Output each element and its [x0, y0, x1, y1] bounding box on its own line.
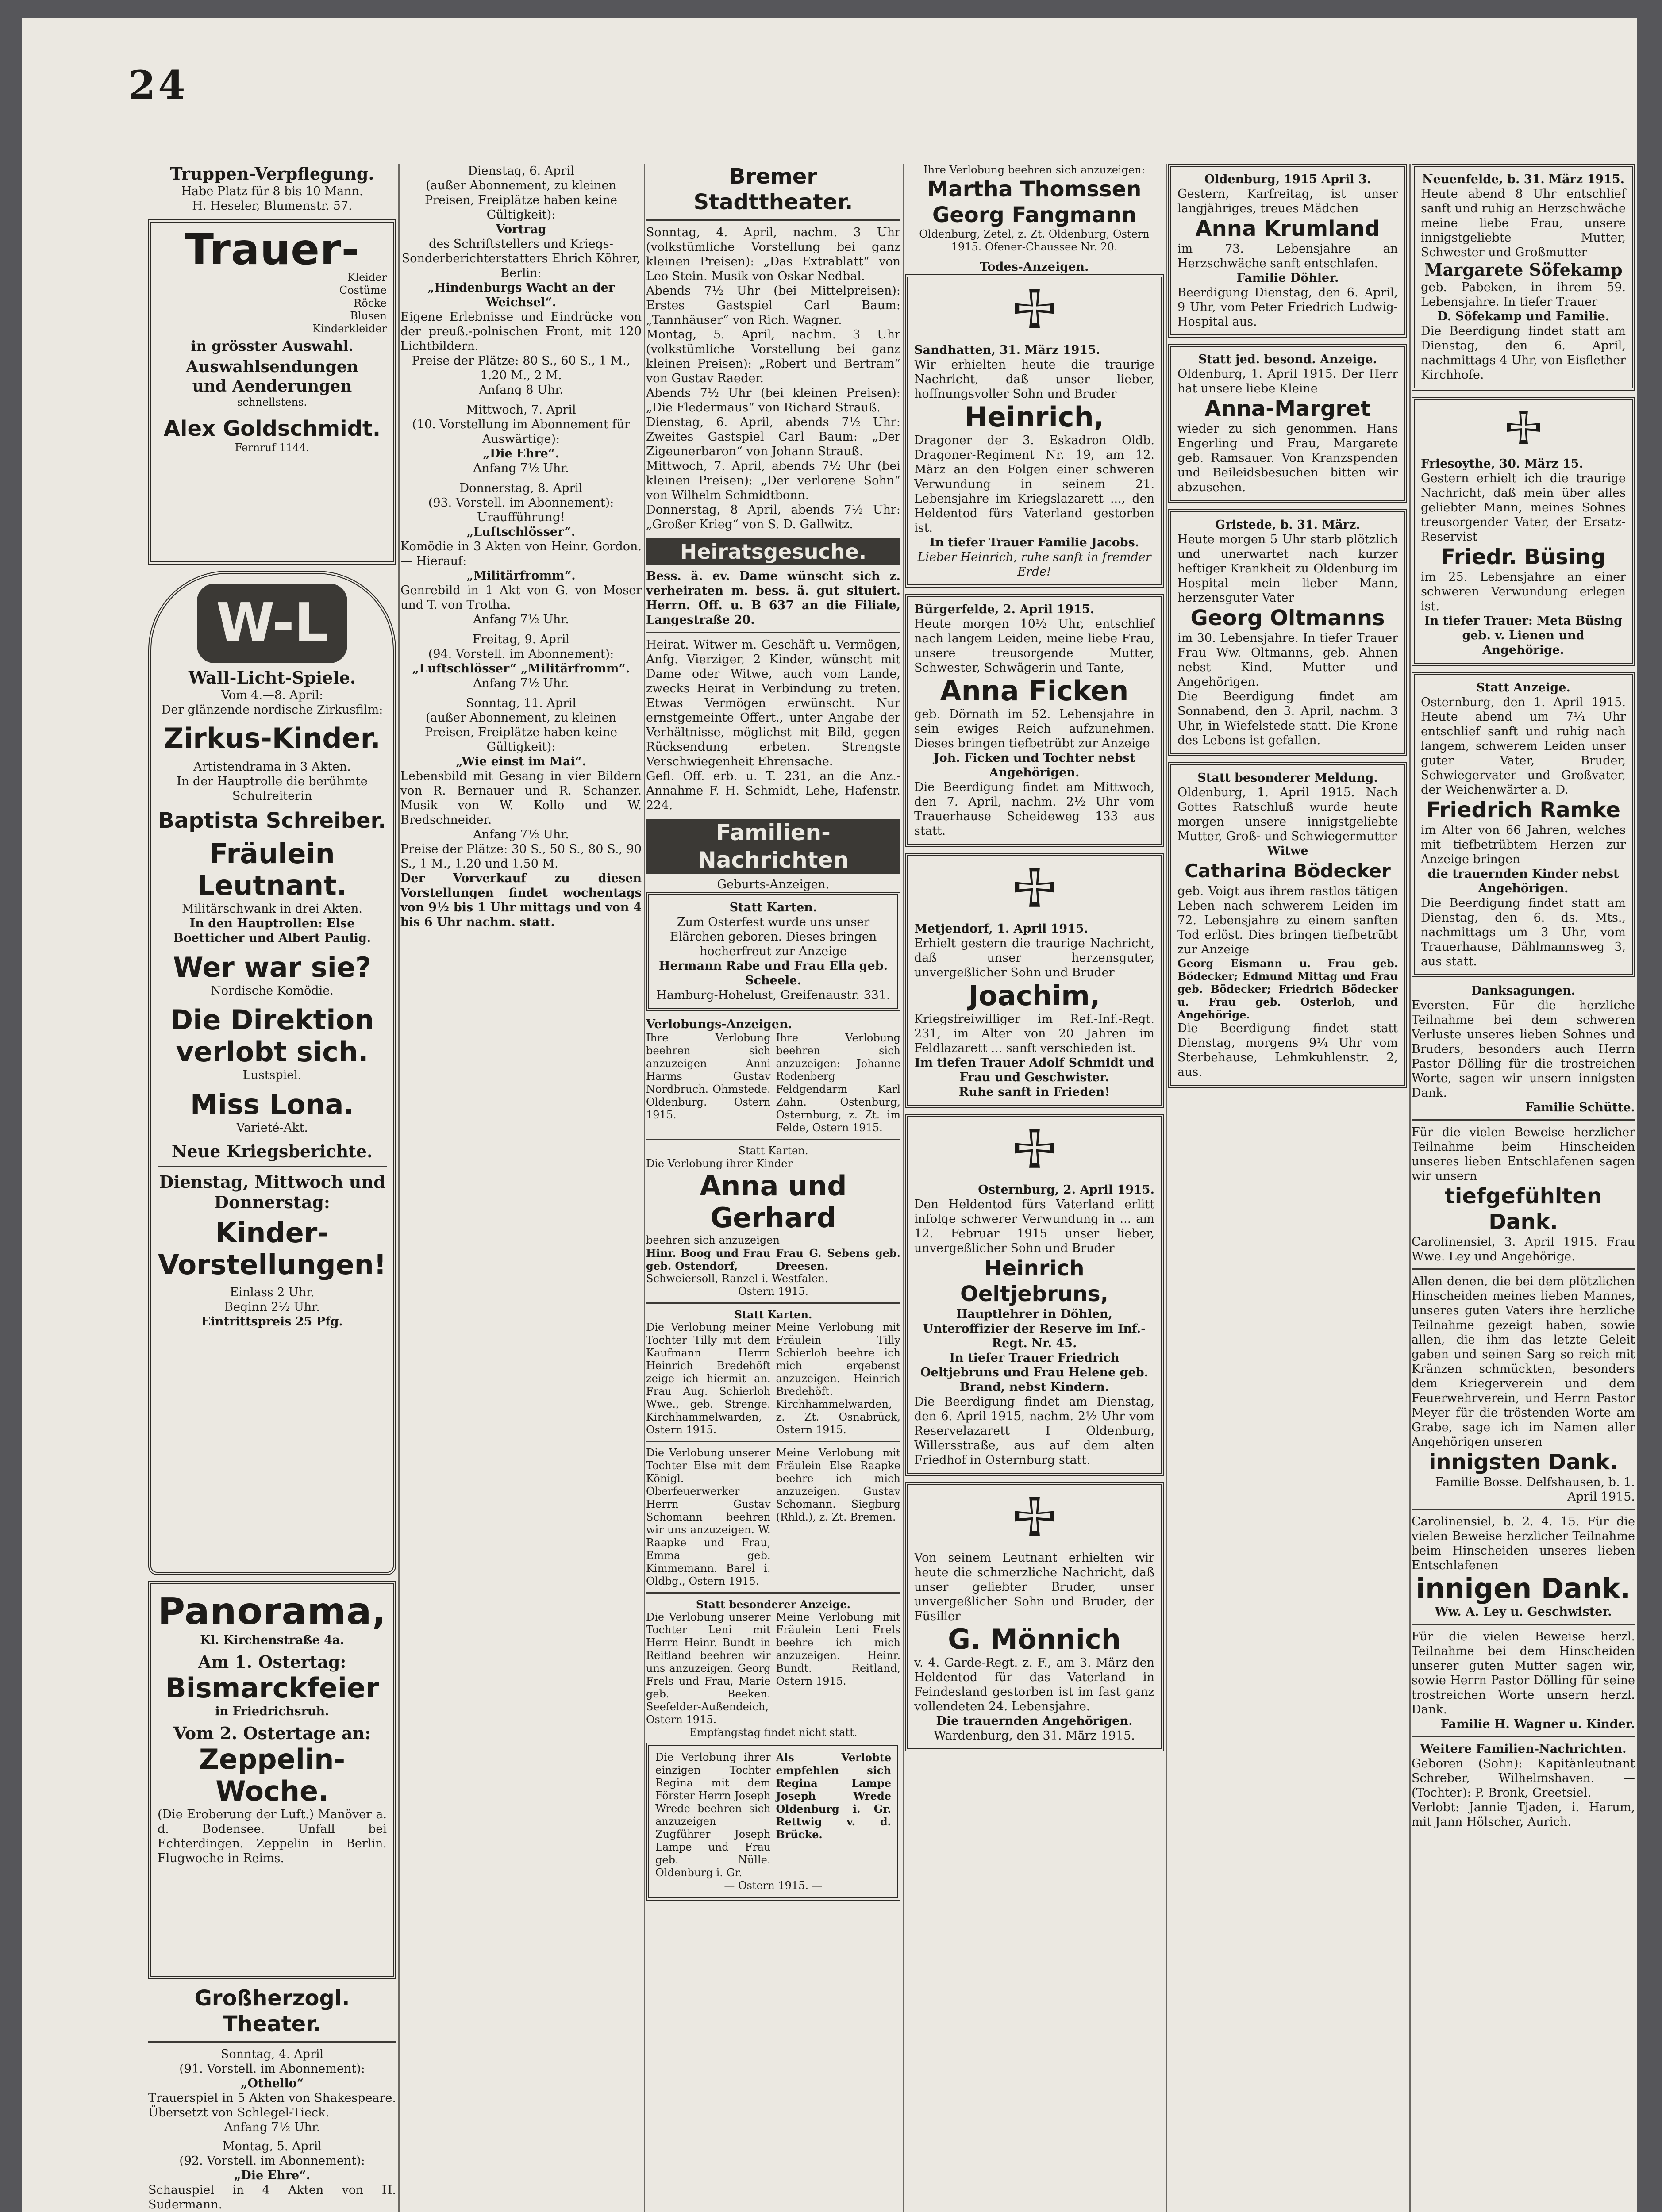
death-notice-boedecker: Statt besonderer Meldung. Oldenburg, 1. April 1915. Nach Gottes Ratschluß wurde heute morgen unsere innigstgeliebte Mutter, Groß- und Schwiegermutter Witwe Catharina Bödecker geb. Voigt aus ihrem rastlos tätigen Leben nach schwerem Leiden im 72. Lebensjahre zu einem sanften Tod erlöst. Dies bringen tiefbetrübt zur Anzeige Georg Eismann u. Frau geb. Bödecker; Edmund Mittag und Frau geb. Bödecker; Friedrich Bödecker u. Frau geb. Osterloh, und Angehörige. Die Beerdigung findet statt Dienstag, morgens 9¼ Uhr vom Sterbehause, Lehmkuhlenstr. 2, aus. [1168, 762, 1407, 1088]
familien-nachrichten-header: Familien-Nachrichten [646, 819, 900, 874]
engagement-3: Die Verlobung meiner Tochter Tilly mit dem Kaufmann Herrn Heinrich Bredehöft zeige ich hiermit an. Frau Aug. Schierloh Wwe., geb. Strenge. Kirchhammelwarden, Ostern 1915. Meine Verlobung mit Fräulein Tilly Schierloh beehre ich mich ergebenst anzuzeigen. Heinrich Bredehöft. Kirchhammelwarden, z. Zt. Osnabrück, Ostern 1915. [646, 1321, 900, 1436]
death-notice-soefekamp: Neuenfelde, b. 31. März 1915. Heute abend 8 Uhr entschlief sanft und ruhig an Herzschwäche meine liebe Frau, unsere innigstgeliebte Mutter, Schwester und Großmutter Margarete Söfekamp geb. Pabeken, in ihrem 59. Lebensjahre. In tiefer Trauer D. Söfekamp und Familie. Die Beerdigung findet statt am Dienstag, den 6. April, nachmittags 4 Uhr, von Eisflether Kirchhofe. [1412, 164, 1635, 391]
column-3 [646, 164, 900, 2212]
newspaper-page [22, 18, 1637, 2212]
column-rule [903, 164, 904, 2212]
ad-truppen-verpflegung: Truppen-Verpflegung. Habe Platz für 8 bis 10 Mann. H. Heseler, Blumenstr. 57. [170, 164, 374, 213]
ad-panorama: Panorama, Kl. Kirchenstraße 4a. Am 1. Ostertag: Bismarckfeier in Friedrichsruh. Vom 2. Ostertage an: Zeppelin-Woche. (Die Eroberung der Luft.) Manöver a. d. Bodensee. Unfall bei Echterdingen. Zeppelin in Berlin. Flugwoche in Reims. [148, 1581, 396, 1979]
danksagungen: Danksagungen. Eversten. Für die herzliche Teilnahme bei dem schweren Verluste unseres lieben Sohnes und Bruders, besonders auch Herrn Pastor Dölling für die trostreichen Worte, sagen wir unsern innigsten Dank. Familie Schütte. Für die vielen Beweise herzlicher Teilnahme beim Hinscheiden unseres lieben Entschlafenen sagen wir unsern tiefgefühlten Dank. Carolinensiel, 3. April 1915. Frau Wwe. Ley und Angehörige. Allen denen, die bei dem plötzlichen Hinscheiden meines lieben Mannes, unseres guten Vaters ihre herzliche Teilnahme gezeigt haben, sowie allen, die ihm das letzte Geleit gaben und seinen Sarg so reich mit Kränzen schmückten, besonders dem Kriegerverein und dem Feuerwehrverein, und Herrn Pastor Meyer für die tröstenden Worte am Grabe, sage ich im Namen aller Angehörigen unseren innigsten Dank. Familie Bosse. Delfshausen, b. 1. April 1915. Carolinensiel, b. 2. 4. 15. Für die vielen Beweise herzlicher Teilnahme beim Hinscheiden unseres lieben Entschlafenen innigen Dank. Ww. A. Ley u. Geschwister. Für die vielen Beweise herzl. Teilnahme bei dem Hinscheiden unserer guten Mutter sagen wir, sowie Herrn Pastor Dölling für seine trostreichen Worte unsern herzl. Dank. Familie H. Wagner u. Kinder. Weitere Familien-Nachrichten. Geboren (Sohn): Kapitänleutnant Schreber, Wilhelmshaven. — (Tochter): P. Bronk, Greetsiel. Verlobt: Jannie Tjaden, i. Harum, mit Jann Hölscher, Aurich. [1412, 984, 1635, 1829]
heiratsgesuche: Bess. ä. ev. Dame wünscht sich z. verheiraten m. bess. ä. gut situiert. Herrn. Off. u. B 637 an die Filiale, Langestraße 20. Heirat. Witwer m. Geschäft u. Vermögen, Anfg. Vierziger, 2 Kinder, wünscht mit Dame oder Witwe, auch vom Lande, zwecks Heirat in Verbindung zu treten. Etwas Vermögen erwünscht. Nur ernstgemeinte Offert., unter Angabe der Verhältnisse, möglichst mit Bild, gegen Rücksendung erbeten. Strengste Verschwiegenheit Ehrensache. Gefl. Off. erb. u. T. 231, an die Anz.-Annahme F. H. Schmidt, Lehe, Hafenstr. 224. [646, 569, 900, 812]
section-label: Geburts-Anzeigen. [717, 878, 830, 891]
column-rule [644, 164, 645, 2212]
death-notice-krumland: Oldenburg, 1915 April 3. Gestern, Karfreitag, ist unser langjähriges, treues Mädchen Anna Krumland im 73. Lebensjahre an Herzschwäche sanft entschlafen. Familie Döhler. Beerdigung Dienstag, den 6. April, 9 Uhr, vom Peter Friedrich Ludwig-Hospital aus. [1168, 164, 1407, 338]
death-notice-joachim: Metjendorf, 1. April 1915. Erhielt gestern die traurige Nachricht, daß unser herzensguter, unvergeßlicher Sohn und Bruder Joachim, Kriegsfreiwilliger im Ref.-Inf.-Regt. 231, im Alter von 20 Jahren im Feldlazarett ... sanft verschieden ist. Im tiefen Trauer Adolf Schmidt und Frau und Geschwister. Ruhe sanft in Frieden! [905, 853, 1164, 1108]
column-1 [148, 164, 396, 2212]
heiratsgesuche-header: Heiratsgesuche. [646, 538, 900, 565]
ad-grossherzogl-theater: Großherzogl. Theater. Sonntag, 4. April (91. Vorstell. im Abonnement): „Othello“ Trauerspiel in 5 Akten von Shakespeare. Übersetzt von Schlegel-Tieck. Anfang 7½ Uhr. Montag, 5. April (92. Vorstell. im Abonnement): „Die Ehre“. Schauspiel in 4 Akten von H. Sudermann. [148, 1986, 396, 2212]
column-6 [1412, 164, 1635, 2212]
section-label: Todes-Anzeigen. [980, 260, 1089, 274]
engagement-5: Die Verlobung unserer Tochter Leni mit Herrn Heinr. Bundt in Reitland beehren wir uns anzuzeigen. Georg Frels und Frau, Marie geb. Beeken. Seefelder-Außendeich, Ostern 1915. Meine Verlobung mit Fräulein Leni Frels beehre ich mich anzuzeigen. Heinr. Bundt. Reitland, Ostern 1915. [646, 1611, 900, 1726]
death-notice-buesing: Friesoythe, 30. März 15. Gestern erhielt ich die traurige Nachricht, daß mein über alles geliebter Mann, meines Sohnes treusorgender Vater, der Ersatz-Reservist Friedr. Büsing im 25. Lebensjahre an einer schweren Verwundung erlegen ist. In tiefer Trauer: Meta Büsing geb. v. Lienen und Angehörige. [1412, 397, 1635, 666]
wl-logo: W-L [197, 584, 347, 663]
iron-cross-icon [1008, 865, 1061, 918]
birth-notice: Statt Karten. Zum Osterfest wurde uns unser Elärchen geboren. Dieses bringen hocherfreut zur Anzeige Hermann Rabe und Frau Ella geb. Scheele. Hamburg-Hohelust, Greifenaustr. 331. [646, 892, 900, 1011]
column-2 [400, 164, 642, 2212]
theater-program: Dienstag, 6. April (außer Abonnement, zu kleinen Preisen, Freiplätze haben keine Gültigkeit): Vortrag des Schriftstellers und Kriegs-Sonderberichterstatters Ehrich Köhrer, Berlin: „Hindenburgs Wacht an der Weichsel“. Eigene Erlebnisse und Eindrücke von der preuß.-polnischen Front, mit 120 Lichtbildern. Preise der Plätze: 80 S., 60 S., 1 M., 1.20 M., 2 M. Anfang 8 Uhr. Mittwoch, 7. April (10. Vorstellung im Abonnement für Auswärtige): „Die Ehre“. Anfang 7½ Uhr. Donnerstag, 8. April (93. Vorstell. im Abonnement): Uraufführung! „Luftschlösser“. Komödie in 3 Akten von Heinr. Gordon. — Hierauf: „Militärfromm“. Genrebild in 1 Akt von G. von Moser und T. von Trotha. Anfang 7½ Uhr. Freitag, 9. April (94. Vorstell. im Abonnement): „Luftschlösser“ „Militärfromm“. Anfang 7½ Uhr. Sonntag, 11. April (außer Abonnement, zu kleinen Preisen, Freiplätze haben keine Gültigkeit): „Wie einst im Mai“. Lebensbild mit Gesang in vier Bildern von R. Bernauer und R. Schanzer. Musik von W. Kollo und W. Bredschneider. Anfang 7½ Uhr. Preise der Plätze: 30 S., 50 S., 80 S., 90 S., 1 M., 1.20 und 1.50 M. Der Vorverkauf zu diesen Vorstellungen findet wochentags von 9½ bis 1 Uhr mittags und von 4 bis 6 Uhr nachm. statt. [400, 164, 642, 929]
iron-cross-icon [1501, 409, 1546, 453]
iron-cross-icon [1008, 286, 1061, 339]
engagement-6: Die Verlobung ihrer einzigen Tochter Regina mit dem Förster Herrn Joseph Wrede beehren sich anzuzeigen Zugführer Joseph Lampe und Frau geb. Nülle. Oldenburg i. Gr. Als Verlobte empfehlen sich Regina Lampe Joseph Wrede Oldenburg i. Gr. Rettwig v. d. Brücke. — Ostern 1915. — [646, 1743, 900, 1901]
engagement-4: Die Verlobung unserer Tochter Else mit dem Königl. Oberfeuerwerker Herrn Gustav Schomann beehren wir uns anzuzeigen. W. Raapke und Frau, Emma geb. Kimmemann. Barel i. Oldbg., Ostern 1915. Meine Verlobung mit Fräulein Else Raapke beehre ich mich anzuzeigen. Gustav Schomann. Siegburg (Rhld.), z. Zt. Bremen. [646, 1447, 900, 1587]
engagement-thomssen: Ihre Verlobung beehren sich anzuzeigen: Martha Thomssen Georg Fangmann Oldenburg, Zetel, z. Zt. Oldenburg, Ostern 1915. Ofener-Chaussee Nr. 20. [919, 164, 1150, 253]
ad-trauer-goldschmidt: Trauer- Kleider Costüme Röcke Blusen Kinderkleider in grösster Auswahl. Auswahlsendungen und Aenderungen schnellstens. Alex Goldschmidt. Fernruf 1144. [148, 219, 396, 565]
iron-cross-icon [1008, 1126, 1061, 1179]
death-notice-heinrich: Sandhatten, 31. März 1915. Wir erhielten heute die traurige Nachricht, daß unser lieber, hoffnungsvoller Sohn und Bruder Heinrich, Dragoner der 3. Eskadron Oldb. Dragoner-Regiment Nr. 19, am 12. März an den Folgen einer schweren Verwundung in seinem 21. Lebensjahre im Kriegslazarett ..., den Heldentod fürs Vaterland gestorben ist. In tiefer Trauer Familie Jacobs. Lieber Heinrich, ruhe sanft in fremder Erde! [905, 274, 1164, 588]
death-notice-moennich: Von seinem Leutnant erhielten wir heute die schmerzliche Nachricht, daß unser geliebter Bruder, unser unvergeßlicher Sohn und Bruder, der Füsilier G. Mönnich v. 4. Garde-Regt. z. F., am 3. März den Heldentod für das Vaterland in Feindesland gestorben ist im fast ganz vollendeten 24. Lebensjahre. Die trauernden Angehörigen. Wardenburg, den 31. März 1915. [905, 1482, 1164, 1751]
death-notice-ramke: Statt Anzeige. Osternburg, den 1. April 1915. Heute abend um 7¼ Uhr entschlief sanft und ruhig nach langem, schwerem Leiden unser guter Vater, Bruder, Schwiegervater und Großvater, der Weichenwärter a. D. Friedrich Ramke im Alter von 66 Jahren, welches mit tiefbetrübtem Herzen zur Anzeige bringen die trauernden Kinder nebst Angehörigen. Die Beerdigung findet statt am Dienstag, den 6. ds. Mts., nachmittags um 3 Uhr, vom Trauerhause, Dählmannsweg 3, aus statt. [1412, 672, 1635, 977]
column-rule [1166, 164, 1167, 2212]
iron-cross-icon [1008, 1494, 1061, 1547]
column-rule [1409, 164, 1411, 2212]
engagement-notices: Verlobungs-Anzeigen. Ihre Verlobung beehren sich anzuzeigen Anni Harms Gustav Nordbruch. Ohmstede. Oldenburg. Ostern 1915. Ihre Verlobung beehren sich anzuzeigen: Johanne Rodenberg Feldgendarm Karl Zahn. Ostenburg, Osternburg, z. Zt. im Felde, Ostern 1915. Statt Karten. Die Verlobung ihrer Kinder Anna und Gerhard beehren sich anzuzeigen Hinr. Boog und Frau geb. Ostendorf, Frau G. Sebens geb. Dreesen. Schweiersoll, Ranzel i. Westfalen. Ostern 1915. Statt Karten. Die Verlobung meiner Tochter Tilly mit dem Kaufmann Herrn Heinrich Bredehöft zeige ich hiermit an. Frau Aug. Schierloh Wwe., geb. Strenge. Kirchhammelwarden, Ostern 1915. Meine Verlobung mit Fräulein Tilly Schierloh beehre ich mich ergebenst anzuzeigen. Heinrich Bredehöft. Kirchhammelwarden, z. Zt. Osnabrück, Ostern 1915. Die Verlobung unserer Tochter Else mit dem Königl. Oberfeuerwerker Herrn Gustav Schomann beehren wir uns anzuzeigen. W. Raapke und Frau, Emma geb. Kimmemann. Barel i. Oldbg., Ostern 1915. Meine Verlobung mit Fräulein Else Raapke beehre ich mich anzuzeigen. Gustav Schomann. Siegburg (Rhld.), z. Zt. Bremen. Statt besonderer Anzeige. Die Verlobung unserer Tochter Leni mit Herrn Heinr. Bundt in Reitland beehren wir uns anzuzeigen. Georg Frels und Frau, Marie geb. Beeken. Seefelder-Außendeich, Ostern 1915. Meine Verlobung mit Fräulein Leni Frels beehre ich mich anzuzeigen. Heinr. Bundt. Reitland, Ostern 1915. Empfangstag findet nicht statt. Die Verlobung ihrer einzigen Tochter Regina mit dem Förster Herrn Joseph Wrede beehren sich anzuzeigen Zugführer Joseph Lampe und Frau geb. Nülle. Oldenburg i. Gr. Als Verlobte empfehlen sich Regina Lampe Joseph Wrede Oldenburg i. Gr. Rettwig v. d. Brücke. — Ostern 1915. — [646, 1017, 900, 1901]
death-notice-anna-ficken: Bürgerfelde, 2. April 1915. Heute morgen 10½ Uhr, entschlief nach langem Leiden, meine liebe Frau, unsere treusorgende Mutter, Schwester, Schwägerin und Tante, Anna Ficken geb. Dörnath im 52. Lebensjahre in sein ewiges Reich aufzunehmen. Dieses bringen tiefbetrübt zur Anzeige Joh. Ficken und Tochter nebst Angehörigen. Die Beerdigung findet am Mittwoch, den 7. April, nachm. 2½ Uhr vom Trauerhause Scheideweg 133 aus statt. [905, 594, 1164, 847]
bremer-stadttheater: Bremer Stadttheater. Sonntag, 4. April, nachm. 3 Uhr (volkstümliche Vorstellung bei ganz kleinen Preisen): „Das Extrablatt“ von Leo Stein. Musik von Oskar Nedbal. Abends 7½ Uhr (bei Mittelpreisen): Erstes Gastspiel Carl Baum: „Tannhäuser“ von Rich. Wagner. Montag, 5. April, nachm. 3 Uhr (volkstümliche Vorstellung bei ganz kleinen Preisen): „Robert und Bertram“ von Gustav Raeder. Abends 7½ Uhr (bei kleinen Preisen): „Die Fledermaus“ von Richard Strauß. Dienstag, 6. April, abends 7½ Uhr: Zweites Gastspiel Carl Baum: „Der Zigeunerbaron“ von Johann Strauß. Mittwoch, 7. April, abends 7½ Uhr (bei kleinen Preisen): „Der verlorene Sohn“ von Wilhelm Schmidtbonn. Donnerstag, 8 April, abends 7½ Uhr: „Großer Krieg“ von S. D. Gallwitz. [646, 164, 900, 531]
column-5 [1168, 164, 1407, 2212]
death-notice-oltmanns: Gristede, b. 31. März. Heute morgen 5 Uhr starb plötzlich und unerwartet nach kurzer heftiger Krankheit zu Oldenburg im Hospital mein lieber Mann, herzensguter Vater Georg Oltmanns im 30. Lebensjahre. In tiefer Trauer Frau Ww. Oltmanns, geb. Ahnen nebst Kind, Mutter und Angehörigen. Die Beerdigung findet am Sonnabend, den 3. April, nachm. 3 Uhr, in Wiefelstede statt. Die Krone des Lebens ist gefallen. [1168, 509, 1407, 756]
ad-wall-licht-spiele: W-L Wall-Licht-Spiele. Vom 4.—8. April: Der glänzende nordische Zirkusfilm: Zirkus-Kinder. Artistendrama in 3 Akten. In der Hauptrolle die berühmte Schulreiterin Baptista Schreiber. Fräulein Leutnant. Militärschwank in drei Akten. In den Hauptrollen: Else Boetticher und Albert Paulig. Wer war sie? Nordische Komödie. Die Direktion verlobt sich. Lustspiel. Miss Lona. Varieté-Akt. Neue Kriegsberichte. Dienstag, Mittwoch und Donnerstag: Kinder-Vorstellungen! Einlass 2 Uhr. Beginn 2½ Uhr. Eintrittspreis 25 Pfg. [148, 571, 396, 1575]
page-number: 24 [128, 62, 188, 108]
engagement-2: Statt Karten. Die Verlobung ihrer Kinder Anna und Gerhard beehren sich anzuzeigen Hinr. Boog und Frau geb. Ostendorf, Frau G. Sebens geb. Dreesen. Schweiersoll, Ranzel i. Westfalen. Ostern 1915. [646, 1144, 900, 1298]
column-4 [905, 164, 1164, 2212]
engagement-1: Ihre Verlobung beehren sich anzuzeigen Anni Harms Gustav Nordbruch. Ohmstede. Oldenburg. Ostern 1915. Ihre Verlobung beehren sich anzuzeigen: Johanne Rodenberg Feldgendarm Karl Zahn. Ostenburg, Osternburg, z. Zt. im Felde, Ostern 1915. [646, 1032, 900, 1134]
column-rule [398, 164, 400, 2212]
death-notice-anna-margret: Statt jed. besond. Anzeige. Oldenburg, 1. April 1915. Der Herr hat unsere liebe Kleine Anna-Margret wieder zu sich genommen. Hans Engerling und Frau, Margarete geb. Ramsauer. Von Kranzspenden und Beileidsbesuchen bitten wir abzusehen. [1168, 344, 1407, 503]
death-notice-oeltjebruns: Osternburg, 2. April 1915. Den Heldentod fürs Vaterland erlitt infolge schwerer Verwundung in ... am 12. Februar 1915 unser lieber, unvergeßlicher Sohn und Bruder Heinrich Oeltjebruns, Hauptlehrer in Döhlen, Unteroffizier der Reserve im Inf.-Regt. Nr. 45. In tiefer Trauer Friedrich Oeltjebruns und Frau Helene geb. Brand, nebst Kindern. Die Beerdigung findet am Dienstag, den 6. April 1915, nachm. 2½ Uhr vom Reservelazarett I Oldenburg, Willersstraße, aus auf dem alten Friedhof in Osternburg statt. [905, 1114, 1164, 1476]
